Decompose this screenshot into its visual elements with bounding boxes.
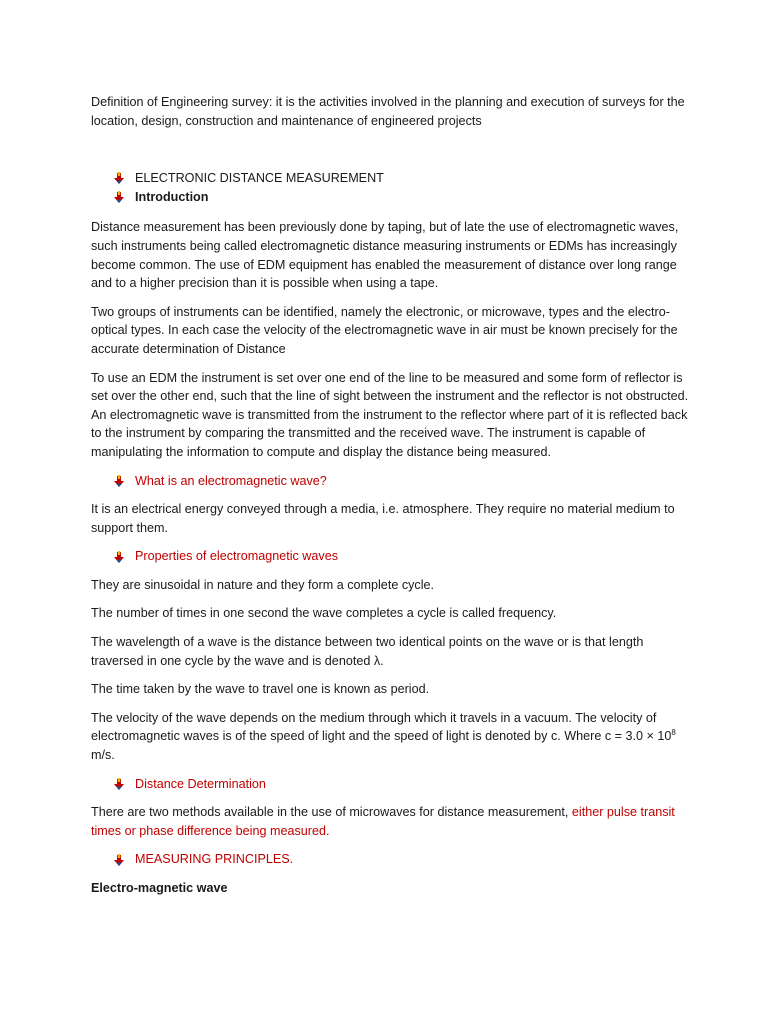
property-paragraph-3: The wavelength of a wave is the distance between two identical points on the wave or is that length traversed in one cycle by the wave and is denoted λ. [91, 635, 644, 668]
arrow-down-bullet-icon [113, 854, 125, 866]
heading-properties [91, 547, 692, 566]
property-paragraph-2: The number of times in one second the wave completes a cycle is called frequency. [91, 606, 557, 621]
heading-edm-text: ELECTRONIC DISTANCE MEASUREMENT [135, 171, 384, 186]
heading-measuring-principles [91, 850, 692, 869]
exponent: 8 [671, 728, 676, 738]
heading-measuring-principles-text: MEASURING PRINCIPLES. [135, 852, 294, 867]
arrow-down-bullet-icon [113, 551, 125, 563]
distance-text: There are two methods available in the use of microwaves for distance measurement, [91, 805, 572, 820]
property-paragraph-5 [91, 709, 692, 765]
velocity-text: The velocity of the wave depends on the medium through which it travels in a vacuum. The velocity of electromagnetic waves is of the speed of light and the speed of light is denoted by c. Where c = 3.0 × 10 [91, 710, 672, 744]
intro-paragraph-1: Distance measurement has been previously done by taping, but of late the use of electromagnetic waves, such instruments being called electromagnetic distance measuring instruments or EDMs has increasingly become common. The use of EDM equipment has enabled the measurement of distance over long range and to a higher precision than it is possible when using a tape. [91, 220, 679, 291]
heading-introduction-text: Introduction [135, 189, 209, 204]
velocity-unit: m/s. [91, 748, 115, 763]
property-paragraph-1: They are sinusoidal in nature and they form a complete cycle. [91, 577, 435, 592]
intro-paragraph-2: Two groups of instruments can be identified, namely the electronic, or microwave, types and the electro-optical types. In each case the velocity of the electromagnetic wave in air must be known precisely for the accurate determination of Distance [91, 304, 678, 356]
property-paragraph-4: The time taken by the wave to travel one is known as period. [91, 682, 430, 697]
heading-edm [91, 169, 692, 188]
heading-what-is-wave-text: What is an electromagnetic wave? [135, 473, 327, 488]
heading-introduction [91, 188, 692, 207]
distance-paragraph [91, 803, 692, 840]
heading-what-is-wave [91, 472, 692, 491]
arrow-down-bullet-icon [113, 191, 125, 203]
distance-highlight-text: either pulse transit times or phase difference being measured. [91, 805, 675, 838]
arrow-down-bullet-icon [113, 172, 125, 184]
intro-paragraph-3: To use an EDM the instrument is set over one end of the line to be measured and some form of reflector is set over the other end, such that the line of sight between the instrument and the reflector is not obstructed. An electromagnetic wave is transmitted from the instrument to the reflector where part of it is reflected back to the instrument by comparing the transmitted and the received wave. The instrument is capable of manipulating the information to compute and display the distance being measured. [91, 370, 689, 459]
electro-magnetic-wave-heading: Electro-magnetic wave [91, 881, 228, 895]
heading-distance-determination [91, 775, 692, 794]
wave-definition-paragraph: It is an electrical energy conveyed through a media, i.e. atmosphere. They require no material medium to support them. [91, 502, 675, 535]
arrow-down-bullet-icon [113, 778, 125, 790]
heading-distance-determination-text: Distance Determination [135, 776, 266, 791]
heading-properties-text: Properties of electromagnetic waves [135, 549, 338, 564]
arrow-down-bullet-icon [113, 475, 125, 487]
definition-paragraph: Definition of Engineering survey: it is the activities involved in the planning and execution of surveys for the location, design, construction and maintenance of engineered projects [91, 95, 685, 128]
